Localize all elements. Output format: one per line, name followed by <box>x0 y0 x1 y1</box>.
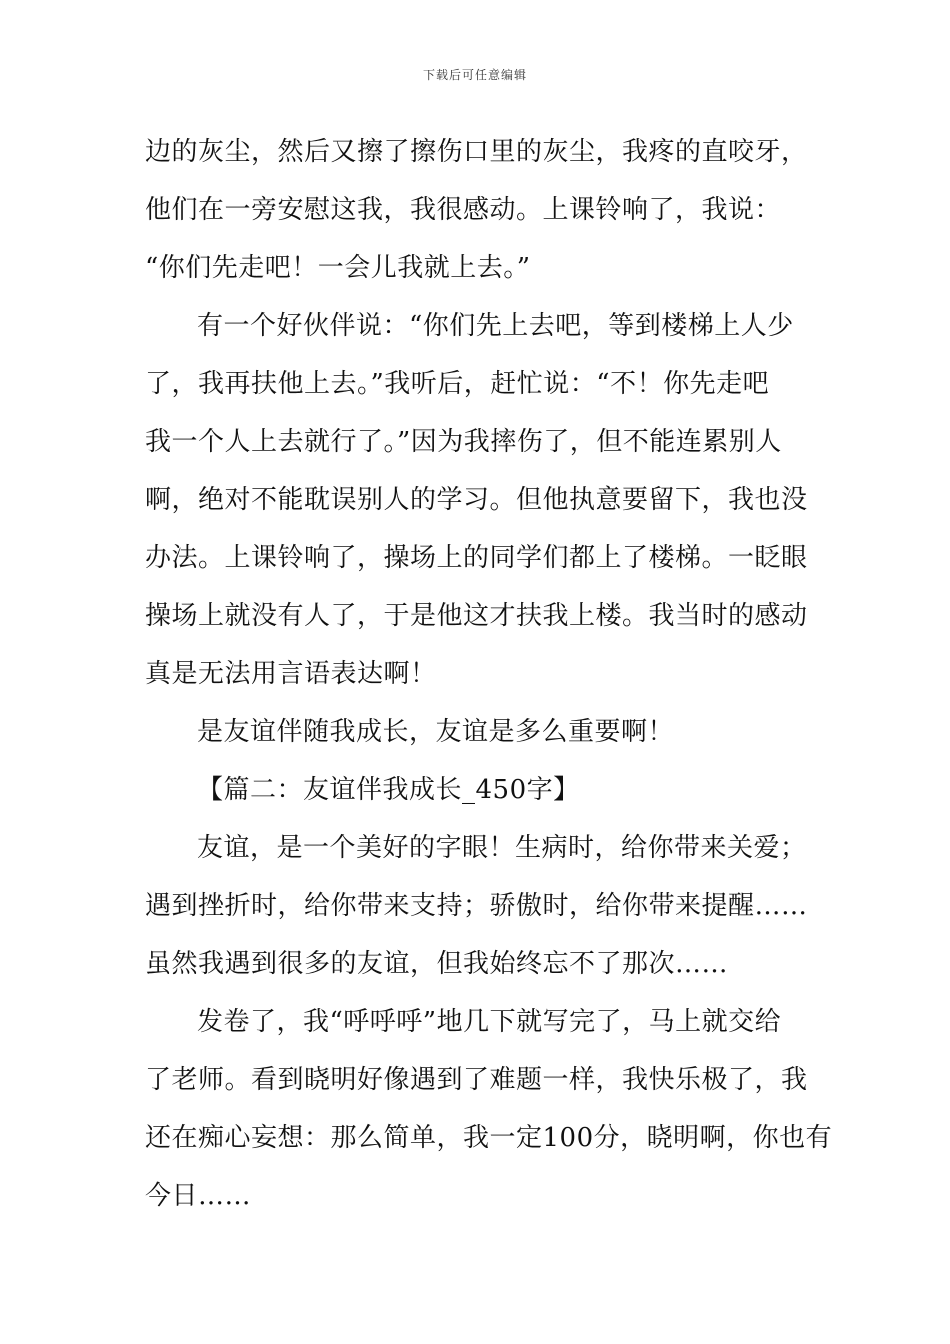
text-line: 办法。上课铃响了，操场上的同学们都上了楼梯。一眨眼 <box>145 543 808 573</box>
body-text <box>145 123 833 1225</box>
text-line: 他们在一旁安慰这我，我很感动。上课铃响了，我说： <box>145 195 782 225</box>
section-heading: 【篇二：友谊伴我成长_450字】 <box>197 775 580 805</box>
paragraph-start-line: 是友谊伴随我成长，友谊是多么重要啊！ <box>197 717 675 747</box>
text-line: 了老师。看到晓明好像遇到了难题一样，我快乐极了，我 <box>145 1065 808 1095</box>
header-note: 下载后可任意编辑 <box>422 68 527 82</box>
text-line: 今日…… <box>145 1181 252 1211</box>
text-line: 啊，绝对不能耽误别人的学习。但他执意要留下，我也没 <box>145 485 808 515</box>
paragraph-start-line: 友谊，是一个美好的字眼！生病时，给你带来关爱； <box>197 833 807 863</box>
text-line: 遇到挫折时，给你带来支持；骄傲时，给你带来提醒…… <box>145 891 808 921</box>
text-line: 边的灰尘，然后又擦了擦伤口里的灰尘，我疼的直咬牙， <box>145 137 808 167</box>
text-line: “你们先走吧！一会儿我就上去。” <box>145 253 531 283</box>
text-line: 了，我再扶他上去。”我听后，赶忙说：“不！你先走吧 <box>145 369 770 399</box>
text-line: 真是无法用言语表达啊！ <box>145 659 437 689</box>
text-line: 还在痴心妄想：那么简单，我一定100分，晓明啊，你也有 <box>145 1123 833 1153</box>
paragraph-start-line: 发卷了，我“呼呼呼”地几下就写完了，马上就交给 <box>197 1007 782 1037</box>
paragraph-start-line: 有一个好伙伴说：“你们先上去吧，等到楼梯上人少 <box>197 311 794 341</box>
text-line: 我一个人上去就行了。”因为我摔伤了，但不能连累别人 <box>145 427 782 457</box>
text-line: 操场上就没有人了，于是他这才扶我上楼。我当时的感动 <box>145 601 808 631</box>
text-line: 虽然我遇到很多的友谊，但我始终忘不了那次…… <box>145 949 729 979</box>
